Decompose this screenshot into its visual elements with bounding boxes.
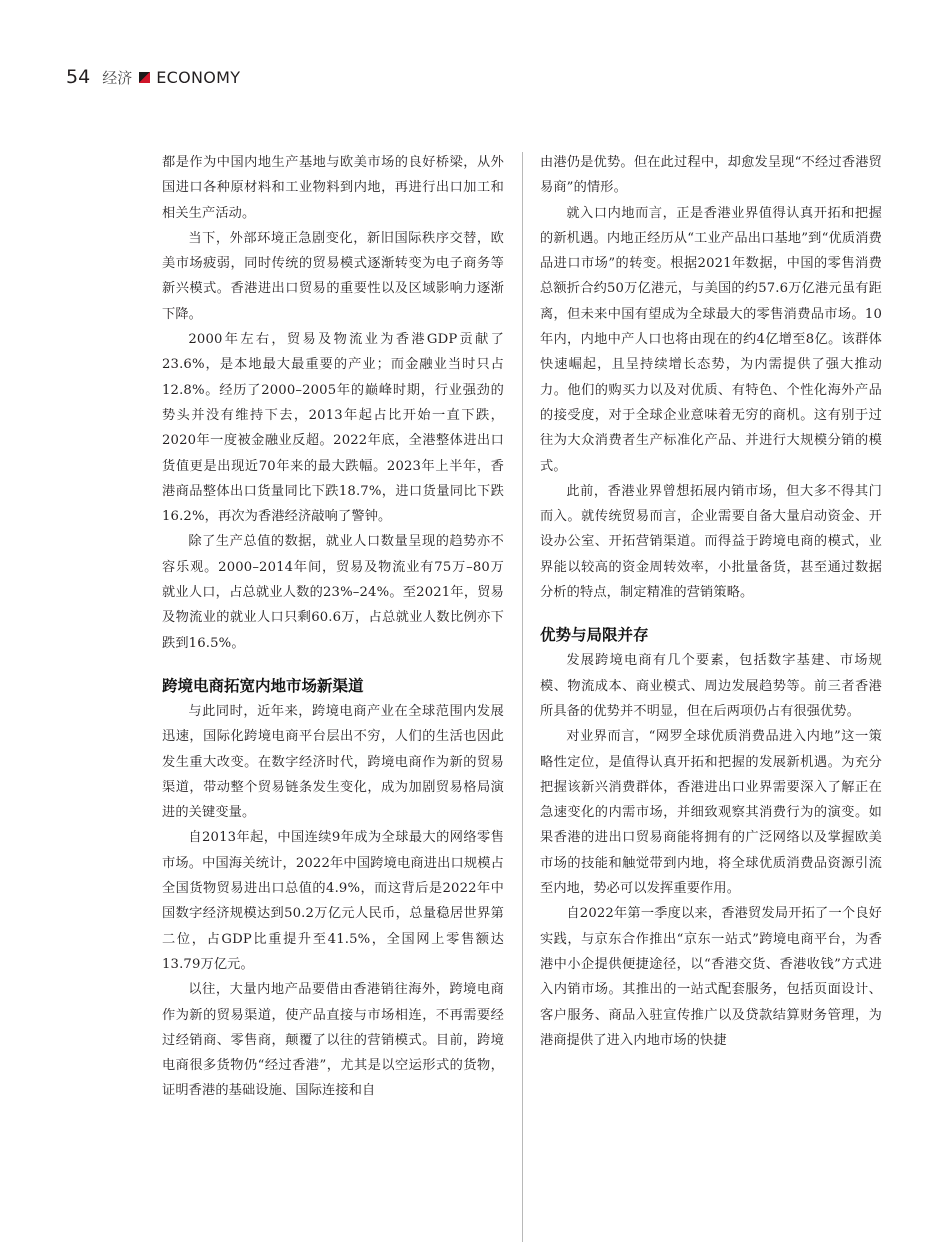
- section-marker-icon: [139, 72, 150, 83]
- paragraph: 与此同时，近年来，跨境电商产业在全球范围内发展迅速，国际化跨境电商平台层出不穷，人们的生活也因此发生重大改变。在数字经济时代，跨境电商作为新的贸易渠道，带动整个贸易链条发生变化，成为加剧贸易格局演进的关键变量。: [162, 703, 504, 821]
- paragraph: 对业界而言，“网罗全球优质消费品进入内地”这一策略性定位，是值得认真开拓和把握的发展新机遇。为充分把握该新兴消费群体，香港进出口业界需要深入了解正在急速变化的内需市场，并细致观察其消费行为的演变。如果香港的进出口贸易商能将拥有的广泛网络以及掌握欧美市场的技能和触觉带到内地，将全球优质消费品资源引流至内地，势必可以发挥重要作用。: [540, 729, 882, 897]
- column-divider: [522, 152, 523, 1242]
- left-column: [162, 150, 504, 1104]
- section-title-cn: 经济: [102, 68, 133, 87]
- paragraph: 此前，香港业界曾想拓展内销市场，但大多不得其门而入。就传统贸易而言，企业需要自备大量启动资金、开设办公室、开拓营销渠道。而得益于跨境电商的模式，业界能以较高的资金周转效率，小批量备货，甚至通过数据分析的特点，制定精准的营销策略。: [540, 483, 882, 601]
- paragraph: 2000年左右，贸易及物流业为香港GDP贡献了23.6%，是本地最大最重要的产业；而金融业当时只占12.8%。经历了2000–2005年的巅峰时期，行业强劲的势头并没有维持下去，2013年起占比开始一直下跌，2020年一度被金融业反超。2022年底，全港整体进出口货值更是出现近70年来的最大跌幅。2023年上半年，香港商品整体出口货量同比下跌18.7%，进口货量同比下跌16.2%，再次为香港经济敲响了警钟。: [162, 332, 504, 525]
- page-number: 54: [66, 66, 91, 88]
- paragraph: 都是作为中国内地生产基地与欧美市场的良好桥梁，从外国进口各种原材料和工业物料到内地，再进行出口加工和相关生产活动。: [162, 155, 504, 221]
- section-title-en: ECONOMY: [156, 67, 241, 87]
- paragraph: 自2022年第一季度以来，香港贸发局开拓了一个良好实践，与京东合作推出“京东一站式”跨境电商平台，为香港中小企提供便捷途径，以“香港交货、香港收钱”方式进入内销市场。其推出的一站式配套服务，包括页面设计、客户服务、商品入驻宣传推广以及贷款结算财务管理，为港商提供了进入内地市场的快捷: [540, 906, 882, 1048]
- right-column: [540, 150, 882, 1053]
- page-header: [66, 64, 240, 90]
- paragraph: 当下，外部环境正急剧变化，新旧国际秩序交替，欧美市场疲弱，同时传统的贸易模式逐渐转变为电子商务等新兴模式。香港进出口贸易的重要性以及区域影响力逐渐下降。: [162, 230, 504, 322]
- paragraph: 自2013年起，中国连续9年成为全球最大的网络零售市场。中国海关统计，2022年中国跨境电商进出口规模占全国货物贸易进出口总值的4.9%，而这背后是2022年中国数字经济规模达到50.2万亿元人民币，总量稳居世界第二位，占GDP比重提升至41.5%，全国网上零售额达13.79万亿元。: [162, 830, 504, 972]
- paragraph: 以往，大量内地产品要借由香港销往海外，跨境电商作为新的贸易渠道，使产品直接与市场相连，不再需要经过经销商、零售商，颠覆了以往的营销模式。目前，跨境电商很多货物仍“经过香港”，尤其是以空运形式的货物，证明香港的基础设施、国际连接和自: [162, 982, 504, 1099]
- section-heading: 优势与局限并存: [540, 626, 649, 645]
- paragraph: 就入口内地而言，正是香港业界值得认真开拓和把握的新机遇。内地正经历从“工业产品出口基地”到“优质消费品进口市场”的转变。根据2021年数据，中国的零售消费总额折合约50万亿港元，与美国的约57.6万亿港元虽有距离，但未来中国有望成为全球最大的零售消费品市场。10年内，内地中产人口也将由现在的约4亿增至8亿。该群体快速崛起，且呈持续增长态势，为内需提供了强大推动力。他们的购买力以及对优质、有特色、个性化海外产品的接受度，对于全球企业意味着无穷的商机。这有别于过往为大众消费者生产标准化产品、并进行大规模分销的模式。: [540, 205, 882, 474]
- paragraph: 除了生产总值的数据，就业人口数量呈现的趋势亦不容乐观。2000–2014年间，贸易及物流业有75万–80万就业人口，占总就业人数的23%–24%。至2021年，贸易及物流业的就业人口只剩60.6万，占总就业人数比例亦下跌到16.5%。: [162, 534, 504, 651]
- section-heading: 跨境电商拓宽内地市场新渠道: [162, 676, 364, 695]
- paragraph: 发展跨境电商有几个要素，包括数字基建、市场规模、物流成本、商业模式、周边发展趋势等。前三者香港所具备的优势并不明显，但在后两项仍占有很强优势。: [540, 653, 882, 719]
- paragraph: 由港仍是优势。但在此过程中，却愈发呈现“不经过香港贸易商”的情形。: [540, 155, 882, 196]
